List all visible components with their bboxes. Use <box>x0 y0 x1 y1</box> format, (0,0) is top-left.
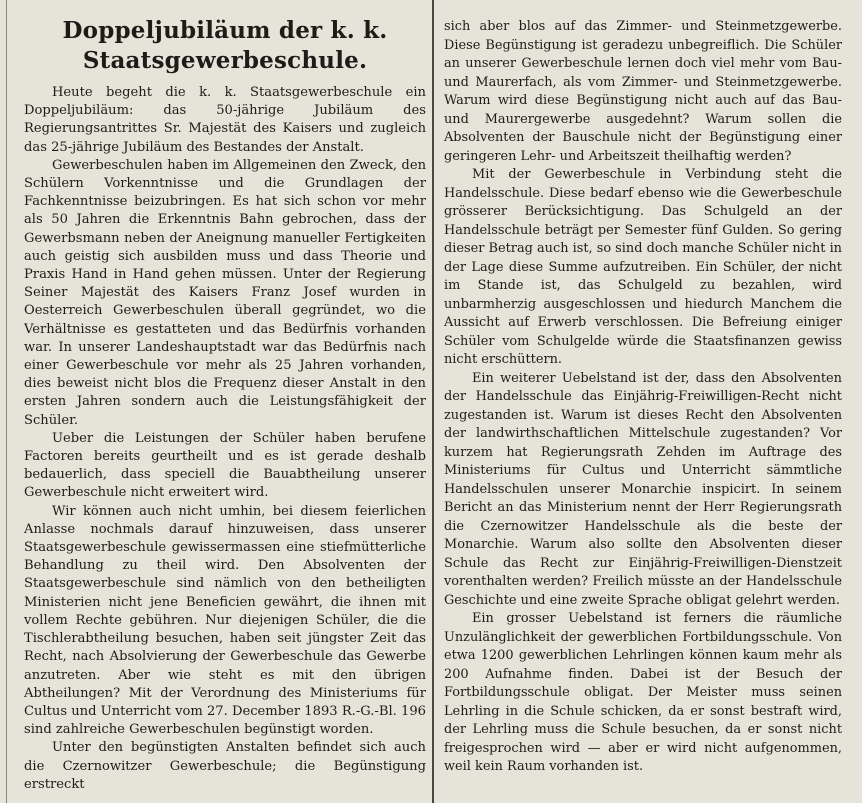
paragraph-commercial-school: Mit der Gewerbeschule in Verbindung steht die Handelsschule. Diese bedarf ebenso wie die Gewerbeschule grösserer Berücksichtigung. Das Schulgeld an der Handelsschule beträgt per Semester fünf Gulden. So gering dieser Betrag auch ist, so sind doch manche Schüler nicht in der Lage diese Summe aufzutreiben. Ein Schüler, der nicht im Stande ist, das Schulgeld zu bezahlen, wird unbarmherzig ausgeschlossen und hiedurch Manchem die Aussicht auf Erwerb verschlossen. Die Befreiung einiger Schüler vom Schulgelde würde die Staatsfinanzen gewiss nicht erschüttern. <box>444 167 842 367</box>
article-title: Doppeljubiläum der k. k. Staatsgewerbeschule. <box>62 17 388 74</box>
paragraph-purpose: Gewerbeschulen haben im Allgemeinen den Zweck, den Schülern Vorkenntnisse und die Grundlagen der Fachkenntnisse beizubringen. Es hat sich schon vor mehr als 50 Jahren die Erkenntnis Bahn gebrochen, dass der Gewerbsmann neben der Aneignung manueller Fertigkeiten auch geistig sich ausbilden muss und dass Theorie und Praxis Hand in Hand gehen müssen. Unter der Regierung Seiner Majestät des Kaisers Franz Josef wurden in Oesterreich Gewerbeschulen überall gegründet, wo die Verhältnisse es gestatteten und das Bedürfnis vorhanden war. In unserer Landeshauptstadt war das Bedürfnis nach einer Gewerbeschule vor mehr als 25 Jahren vorhanden, dies beweist nicht blos die Frequenz dieser Anstalt in den ersten Jahren sondern auch die Leistungsfähigkeit der Schüler. <box>24 157 426 428</box>
paragraph-intro: Heute begeht die k. k. Staatsgewerbeschule ein Doppeljubiläum: das 50-jährige Jubiläum des Regierungsantrittes Sr. Majestät des Kaisers und zugleich das 25-jährige Jubiläum des Bestandes der Anstalt. <box>24 85 426 155</box>
column-rule <box>432 0 434 803</box>
paragraph-favoured-institutions: Unter den begünstigten Anstalten befindet sich auch die Czernowitzer Gewerbeschule; die Begünstigung erstreckt <box>24 740 426 792</box>
page-edge-line <box>6 0 7 803</box>
paragraph-treatment: Wir können auch nicht umhin, bei diesem feierlichen Anlasse nochmals darauf hinzuweisen, dass unserer Staatsgewerbeschule gewissermassen eine stiefmütterliche Behandlung zu theil wird. Den Absolventen der Staatsgewerbeschule sind nämlich von den betheiligten Ministerien nicht jene Beneficien gewährt, die ihnen mit vollem Rechte gebühren. Nur diejenigen Schüler, die die Tischlerabtheilung besuchen, haben seit jüngster Zeit das Recht, nach Absolvierung der Gewerbeschule das Gewerbe anzutreten. Aber wie steht es mit den übrigen Abtheilungen? Mit der Verordnung des Ministeriums für Cultus und Unterricht vom 27. December 1893 R.-G.-Bl. 196 sind zahlreiche Gewerbeschulen begünstigt worden. <box>24 503 426 738</box>
right-column <box>438 0 850 803</box>
paragraph-volunteer-right: Ein weiterer Uebelstand ist der, dass den Absolventen der Handelsschule das Einjährig-Freiwilligen-Recht nicht zugestanden ist. Warum ist dieses Recht den Absolventen der landwirthschaftlichen Mittelschule zugestanden? Vor kurzem hat Regierungsrath Zehden im Auftrage des Ministeriums für Cultus und Unterricht sämmtliche Handelsschulen unserer Monarchie inspicirt. In seinem Bericht an das Ministerium nennt der Herr Regierungsrath die Czernowitzer Handelsschule als die beste der Monarchie. Warum also sollte den Absolventen dieser Schule das Recht zur Einjährig-Freiwilligen-Dienstzeit vorenthalten werden? Freilich müsste an der Handelsschule Geschichte und eine zweite Sprache obligat gelehrt werden. <box>444 370 842 608</box>
paragraph-continuation-school: Ein grosser Uebelstand ist ferners die räumliche Unzulänglichkeit der gewerblichen Fortbildungsschule. Von etwa 1200 gewerblichen Lehrlingen können kaum mehr als 200 Aufnahme finden. Dabei ist der Besuch der Fortbildungsschule obligat. Der Meister muss seinen Lehrling in die Schule schicken, da er sonst bestraft wird, der Lehrling muss die Schule besuchen, da er sonst nicht freigesprochen wird — aber er wird nicht aufgenommen, weil kein Raum vorhanden ist. <box>444 611 842 774</box>
paragraph-continuation: sich aber blos auf das Zimmer- und Steinmetzgewerbe. Diese Begünstigung ist geradezu unbegreiflich. Die Schüler an unserer Gewerbeschule lernen doch viel mehr vom Bau- und Maurerfach, als vom Zimmer- und Steinmetzgewerbe. Warum wird diese Begünstigung nicht auch auf das Bau- und Maurergewerbe ausgedehnt? Warum sollen die Absolventen der Bauschule nicht der Begünstigung einer geringeren Lehr- und Arbeitszeit theilhaftig werden? <box>444 19 842 164</box>
left-column <box>14 0 432 803</box>
paragraph-achievements: Ueber die Leistungen der Schüler haben berufene Factoren bereits geurtheilt und es ist gerade deshalb bedauerlich, dass speciell die Bauabtheilung unserer Gewerbeschule nicht erweitert wird. <box>24 430 426 501</box>
